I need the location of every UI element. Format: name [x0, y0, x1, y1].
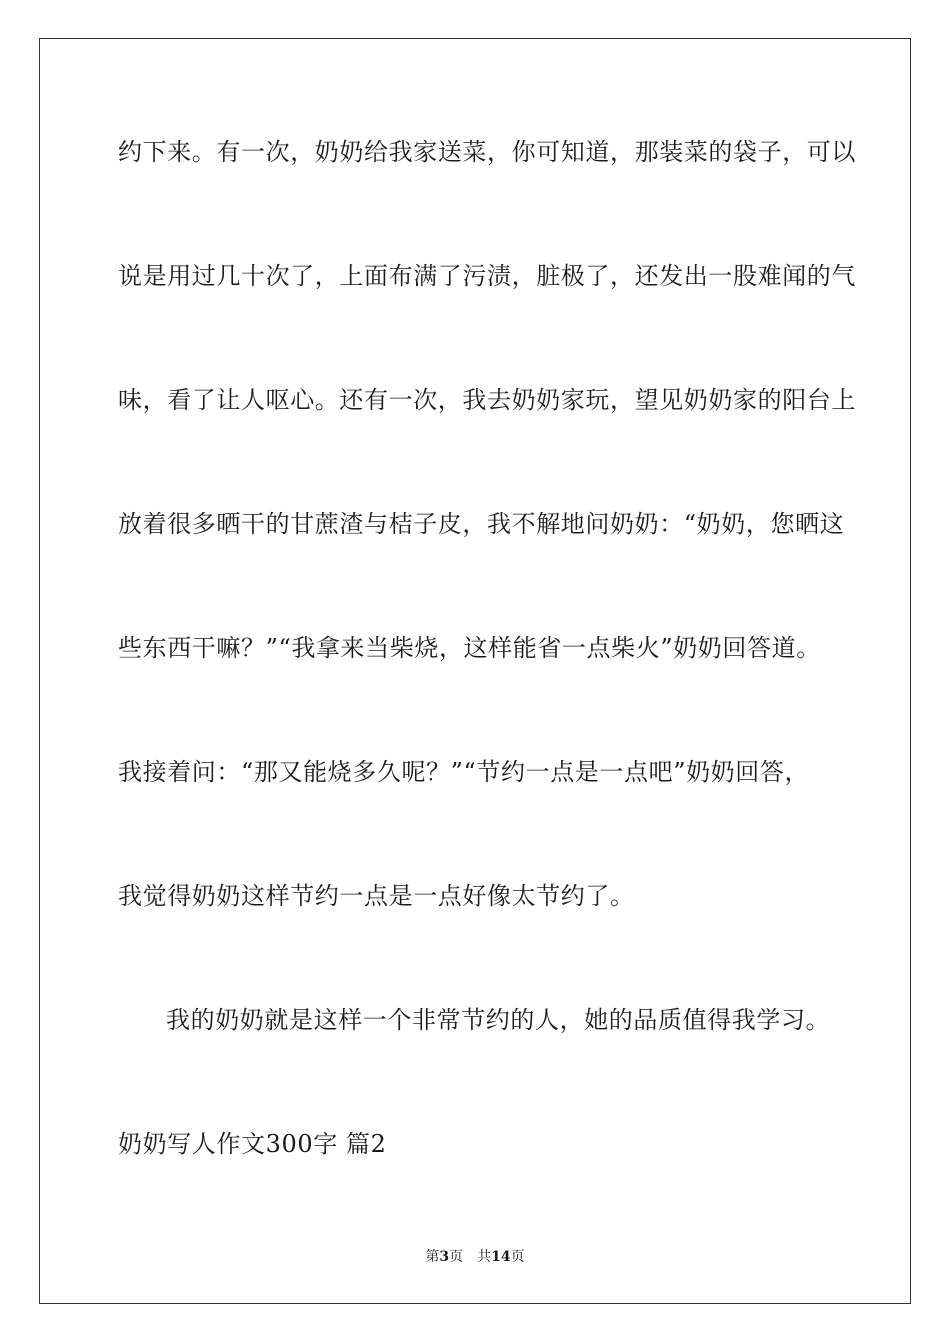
section-heading: 奶奶写人作文300字 篇2	[118, 1130, 387, 1158]
total-suffix: 页	[510, 1249, 525, 1265]
page-number: 3	[439, 1249, 450, 1265]
body-text-line-3: 味，看了让人呕心。还有一次，我去奶奶家玩，望见奶奶家的阳台上	[118, 386, 856, 414]
paragraph-text: 我的奶奶就是这样一个非常节约的人，她的品质值得我学习。	[166, 1006, 831, 1034]
body-text-line-5: 些东西干嘛？”“我拿来当柴烧，这样能省一点柴火”奶奶回答道。	[118, 634, 821, 662]
total-prefix: 共	[477, 1249, 492, 1265]
page-suffix: 页	[449, 1249, 464, 1265]
body-text-line-4: 放着很多晒干的甘蔗渣与桔子皮，我不解地问奶奶：“奶奶，您晒这	[118, 510, 845, 538]
page-footer	[0, 1248, 950, 1266]
body-text-line-1: 约下来。有一次，奶奶给我家送菜，你可知道，那装菜的袋子，可以	[118, 138, 856, 166]
body-text-line-6: 我接着问：“那又能烧多久呢？”“节约一点是一点吧”奶奶回答，	[118, 758, 810, 786]
body-text-line-7: 我觉得奶奶这样节约一点是一点好像太节约了。	[118, 882, 635, 910]
page-border	[39, 38, 911, 1304]
body-text-line-2: 说是用过几十次了，上面布满了污渍，脏极了，还发出一股难闻的气	[118, 262, 856, 290]
page-prefix: 第	[425, 1249, 440, 1265]
total-pages: 14	[491, 1249, 511, 1265]
